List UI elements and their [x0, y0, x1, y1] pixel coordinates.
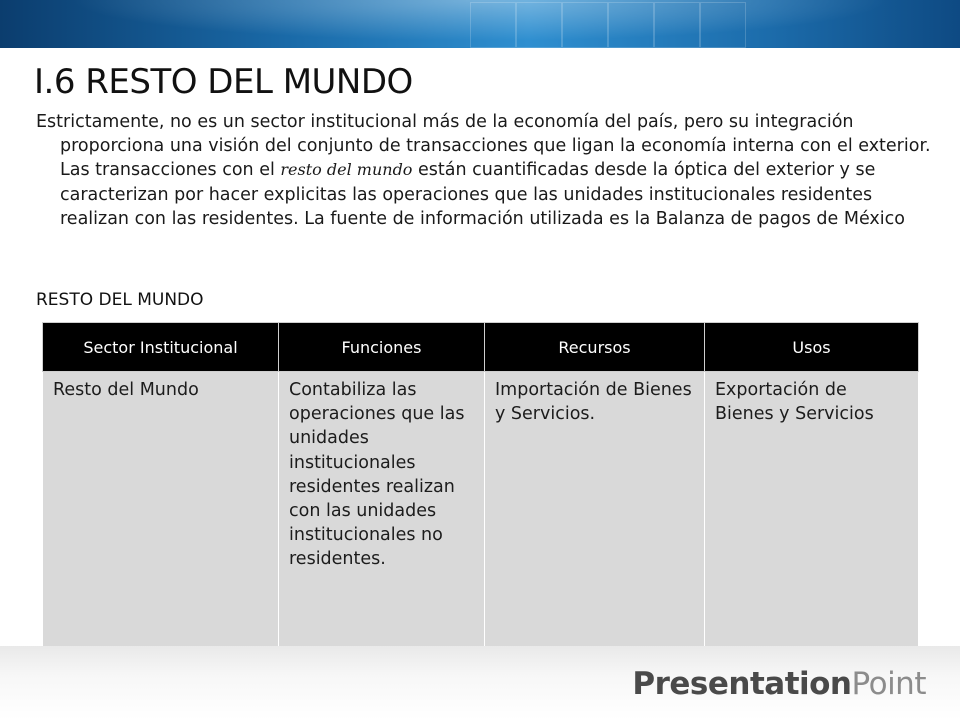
- cell-recursos: Importación de Bienes y Servicios.: [485, 372, 705, 647]
- cell-usos: Exportación de Bienes y Servicios: [705, 372, 919, 647]
- brand-logo: [632, 666, 926, 702]
- brand-part-presentation: Presentation: [632, 666, 852, 702]
- header-funciones: Funciones: [279, 323, 485, 372]
- header-sector: Sector Institucional: [43, 323, 279, 372]
- table-row: [43, 372, 919, 647]
- header-recursos: Recursos: [485, 323, 705, 372]
- cell-funciones: Contabiliza las operaciones que las unidades institucionales residentes realizan con las unidades institucionales no residentes.: [279, 372, 485, 647]
- header-banner: [0, 0, 960, 48]
- cell-sector: Resto del Mundo: [43, 372, 279, 647]
- intro-paragraph: [36, 110, 938, 231]
- brand-part-point: Point: [851, 666, 926, 702]
- table-header-row: [43, 323, 919, 372]
- paragraph-text: Estrictamente, no es un sector institucional más de la economía del país, pero su integración proporciona una visión del conjunto de transacciones que ligan la economía interna con el exterior. Las transacciones con el: [36, 112, 931, 181]
- sector-table: [42, 322, 919, 647]
- paragraph-text-continued: están cuantificadas desde la óptica del exterior y se caracterizan por hacer explicitas las operaciones que las unidades institucionales residentes realizan con las residentes. La fuente de información utilizada es la Balanza de pagos de México: [60, 160, 905, 229]
- section-subheading: RESTO DEL MUNDO: [36, 290, 204, 310]
- header-usos: Usos: [705, 323, 919, 372]
- emphasis-text: resto del mundo: [280, 160, 413, 180]
- banner-glow: [0, 0, 960, 48]
- slide-title: I.6 RESTO DEL MUNDO: [34, 62, 413, 102]
